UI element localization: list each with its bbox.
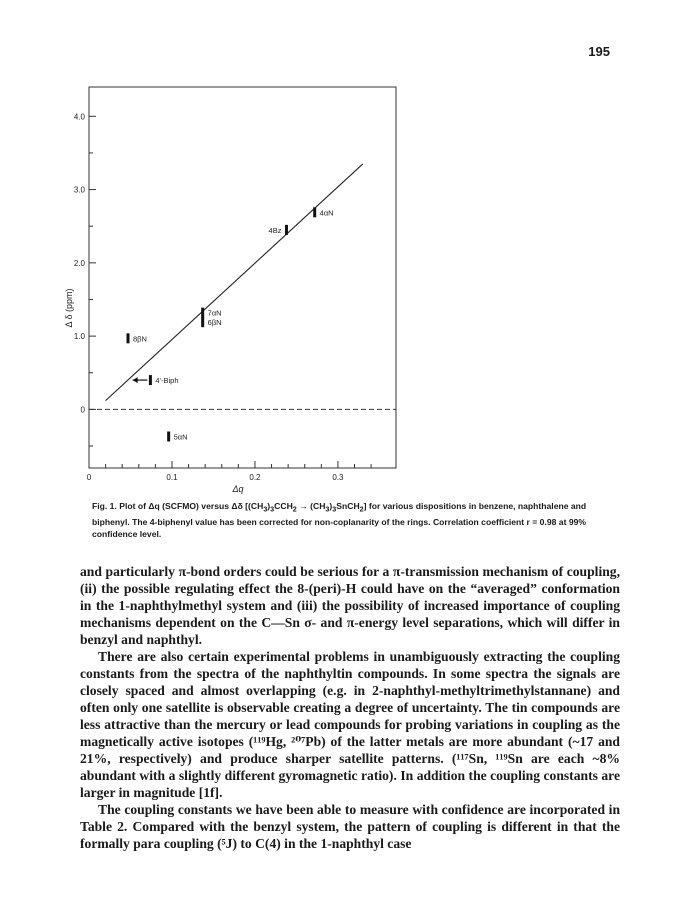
data-point [126, 333, 129, 343]
point-label: 8βN [132, 334, 147, 344]
figure-caption: Fig. 1. Plot of Δq (SCFMO) versus Δδ [$(CH_3)_3CCH_2$ → $(CH_3)_3SnCH_2$] for various dispositions in benzene, naphthalene and biphenyl. The 4-biphenyl value has been corrected for non-coplanarity of the rings. Correlation coefficient r = 0.98 at 99% confidence level. [92, 501, 587, 539]
data-point [313, 207, 316, 217]
page-number: 195 [588, 44, 610, 59]
data-point [201, 317, 204, 327]
y-tick-label: 0 [80, 405, 85, 415]
x-tick-label: 0 [86, 473, 92, 482]
y-tick-label: 3.0 [73, 185, 85, 195]
paragraph-continuation: and particularly π-bond orders could be serious for a π-transmission mechanism of coupling, (ii) the possible regulating effect the 8-(peri)-H could have on the “averaged” conformation in the 1-naphthylmethyl system and (iii) the possibility of increased importance of coupling mechanisms dependent on the C—Sn σ- and π-energy level separations, which will differ in benzyl and naphthyl. [80, 564, 620, 647]
paragraph-experimental: There are also certain experimental problems in unambiguously extracting the coupling constants from the spectra of the naphthyltin compounds. In some spectra the signals are closely spaced and almost overlapping (e.g. in 2-naphthyl-methyltrimethylstannane) and often only one satellite is observable creating a degree of uncertainty. The tin compounds are less attractive than the mercury or lead compounds for probing variations in coupling as the magnetically active isotopes (¹¹⁹Hg, ²⁰⁷Pb) of the latter metals are more abundant (~17 and 21%, respectively) and produce sharper satellite patterns. (¹¹⁷Sn, ¹¹⁹Sn are each ~8% abundant with a slightly different gyromagnetic ratio). In addition the coupling constants are larger in magnitude [1f]. [80, 649, 620, 800]
point-label: 4'-Biph [155, 376, 179, 386]
y-tick-label: 2.0 [73, 258, 85, 268]
x-tick-label: 0.3 [332, 473, 344, 482]
point-label: 6βN [207, 318, 222, 328]
data-point [167, 431, 170, 441]
fit-line [106, 164, 363, 401]
paragraph-coupling: The coupling constants we have been able to measure with confidence are incorporated in Table 2. Compared with the benzyl system, the pattern of coupling is different in that the formally para coupling (⁵J) to C(4) in the 1-naphthyl case [80, 802, 620, 851]
data-point [285, 225, 288, 235]
body-text [80, 563, 620, 852]
data-point [201, 308, 204, 318]
plot-frame [89, 87, 396, 468]
y-tick-label: 4.0 [73, 112, 85, 122]
x-tick-label: 0.2 [249, 473, 261, 482]
point-label: 4Bz [268, 225, 282, 235]
data-point [149, 375, 152, 385]
point-label: 7αN [207, 308, 222, 318]
x-tick-label: 0.1 [166, 473, 178, 482]
point-label: 5αN [173, 432, 188, 442]
y-tick-label: 1.0 [73, 332, 85, 342]
point-label: 4αN [319, 208, 334, 218]
x-axis-label: Δq [232, 484, 244, 494]
arrowhead-icon [133, 377, 138, 383]
y-axis-label: Δ δ (ppm) [64, 288, 74, 328]
